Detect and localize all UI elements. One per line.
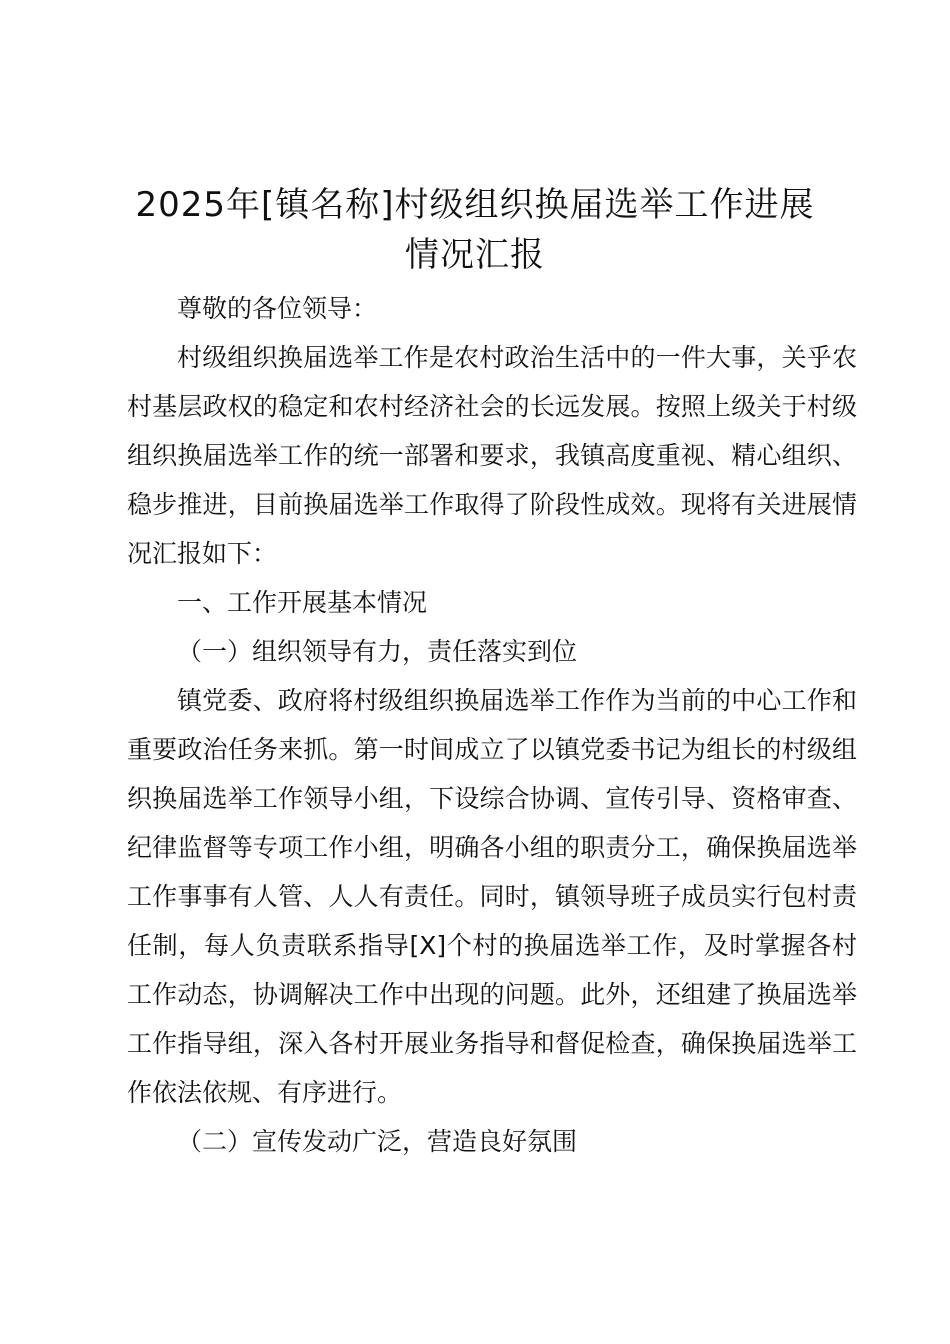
subsection-1-paragraph: 镇党委、政府将村级组织换届选举工作作为当前的中心工作和重要政治任务来抓。第一时间成立了以镇党委书记为组长的村级组织换届选举工作领导小组，下设综合协调、宣传引导、资格审查、纪律监督等专项工作小组，明确各小组的职责分工，确保换届选举工作事事有人管、人人有责任。同时，镇领导班子成员实行包村责任制，每人负责联系指导[X]个村的换届选举工作，及时掌握各村工作动态，协调解决工作中出现的问题。此外，还组建了换届选举工作指导组，深入各村开展业务指导和督促检查，确保换届选举工作依法依规、有序进行。 bbox=[127, 686, 857, 1107]
subsection-heading-2: （二）宣传发动广泛，营造良好氛围 bbox=[177, 1127, 578, 1156]
title-line-1: 2025年[镇名称]村级组织换届选举工作进展 bbox=[135, 185, 815, 225]
section-heading-1: 一、工作开展基本情况 bbox=[177, 588, 428, 617]
title-line-2: 情况汇报 bbox=[405, 235, 545, 275]
document-body bbox=[127, 284, 857, 1166]
intro-paragraph: 村级组织换届选举工作是农村政治生活中的一件大事，关乎农村基层政权的稳定和农村经济社会的长远发展。按照上级关于村级组织换届选举工作的统一部署和要求，我镇高度重视、精心组织、稳步推进，目前换届选举工作取得了阶段性成效。现将有关进展情况汇报如下： bbox=[127, 343, 857, 568]
subsection-heading-1: （一）组织领导有力，责任落实到位 bbox=[177, 637, 578, 666]
salutation: 尊敬的各位领导： bbox=[177, 294, 378, 323]
document-title bbox=[60, 180, 890, 280]
